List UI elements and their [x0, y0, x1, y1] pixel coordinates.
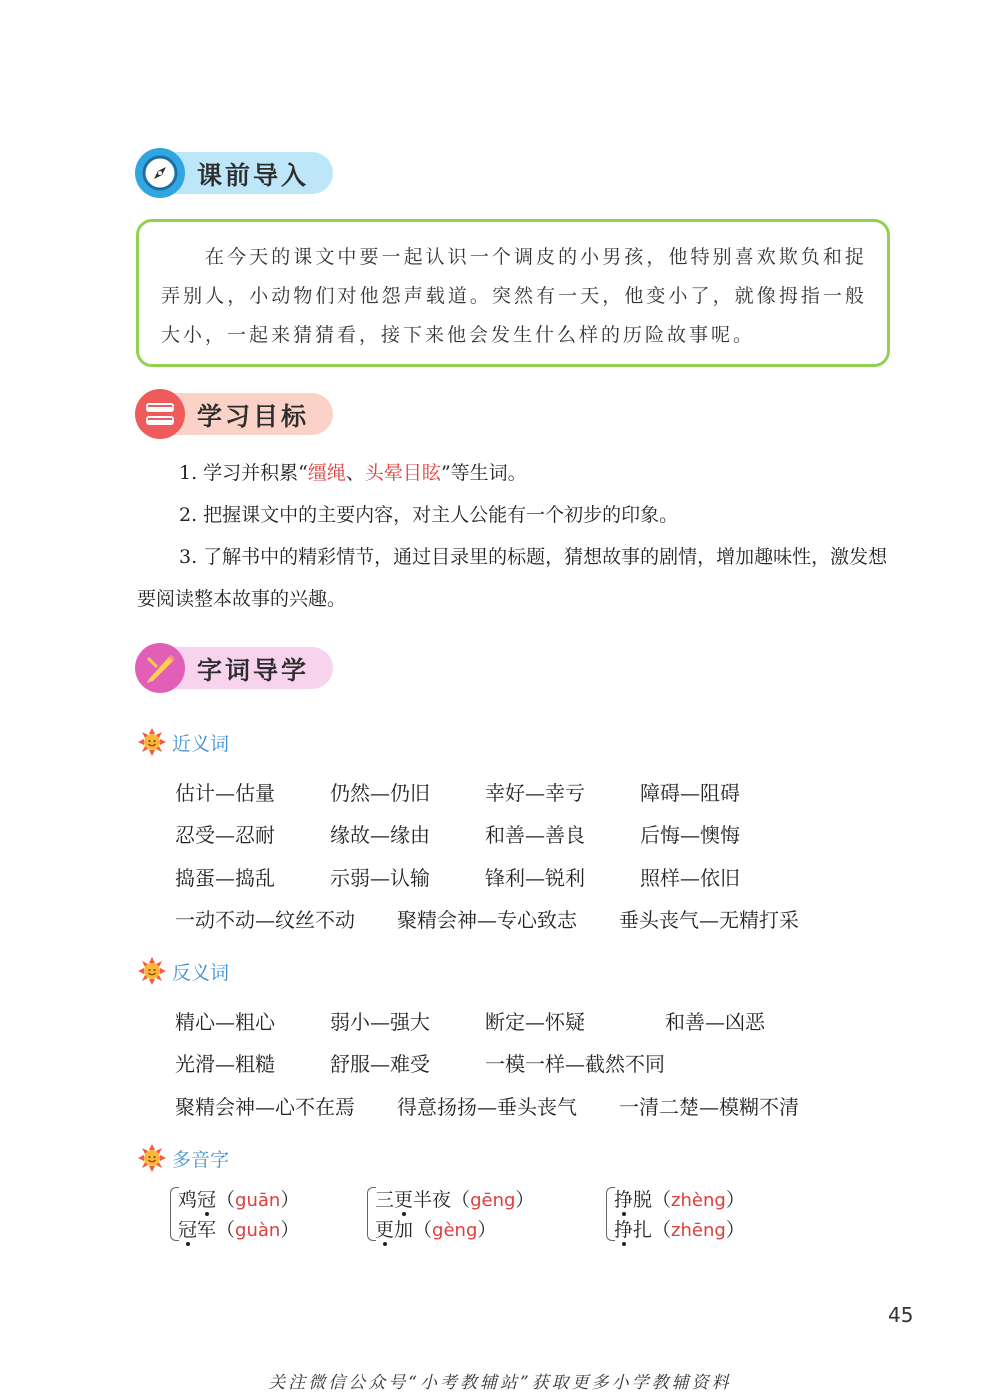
polyphone-line: 挣扎（zhēng）	[614, 1219, 745, 1241]
footer-note: 关注微信公众号“小考教辅站”获取更多小学教辅资料	[268, 1373, 732, 1393]
polyphone-line: 挣脱（zhèng）	[614, 1189, 745, 1211]
pencil-icon	[135, 643, 185, 693]
section-title: 字词导学	[197, 656, 310, 685]
word-pair: 断定—怀疑	[485, 1010, 585, 1034]
subheading-label: 反义词	[172, 962, 230, 984]
word-pair: 缘故—缘由	[330, 823, 430, 847]
goal-item-2: 2. 把握课文中的主要内容，对主人公能有一个初步的印象。	[179, 504, 679, 526]
page-number: 45	[888, 1303, 914, 1327]
subheading-label: 近义词	[172, 733, 230, 755]
goals-list	[137, 452, 892, 620]
word-pair: 聚精会神—心不在焉	[175, 1095, 355, 1119]
sun-icon	[138, 728, 166, 756]
word-pair: 和善—凶恶	[665, 1010, 765, 1034]
word-pair: 垂头丧气—无精打采	[619, 908, 799, 932]
word-pair: 聚精会神—专心致志	[397, 908, 577, 932]
word-pair: 后悔—懊悔	[640, 823, 740, 847]
books-icon	[135, 389, 185, 439]
pinyin: guàn	[235, 1220, 281, 1241]
pinyin: gēng	[470, 1190, 516, 1211]
polyphone-line: 冠军（guàn）	[178, 1219, 300, 1241]
subheading-label: 多音字	[172, 1149, 230, 1171]
word-pair: 障碍—阻碍	[640, 781, 740, 805]
section-title: 学习目标	[197, 402, 310, 431]
word-pair: 照样—依旧	[640, 866, 740, 890]
word-pair: 一清二楚—模糊不清	[619, 1095, 799, 1119]
pinyin: zhēng	[671, 1220, 726, 1241]
word-pair: 捣蛋—捣乱	[175, 866, 275, 890]
polyphone-line: 鸡冠（guān）	[178, 1189, 300, 1211]
word-pair: 精心—粗心	[175, 1010, 275, 1034]
word-pair: 估计—估量	[175, 781, 275, 805]
word-pair: 舒服—难受	[330, 1052, 430, 1076]
pinyin: zhèng	[671, 1190, 726, 1211]
section-header-words	[135, 643, 333, 693]
word-pair: 幸好—幸亏	[485, 781, 585, 805]
section-title: 课前导入	[197, 161, 310, 190]
polyphone-line: 更加（gèng）	[375, 1219, 497, 1241]
sun-icon	[138, 1144, 166, 1172]
pinyin: guān	[235, 1190, 281, 1211]
section-header-preview	[135, 148, 333, 198]
section-header-goals	[135, 389, 333, 439]
highlight-word: 缰绳	[307, 462, 346, 484]
word-pair: 一模一样—截然不同	[485, 1052, 665, 1076]
word-pair: 一动不动—纹丝不动	[175, 908, 355, 932]
word-pair: 忍受—忍耐	[175, 823, 275, 847]
polyphone-line: 三更半夜（gēng）	[375, 1189, 535, 1211]
goal-item-3: 3. 了解书中的精彩情节，通过目录里的标题，猜想故事的剧情，增加趣味性，激发想要阅读整本故事的兴趣。	[137, 546, 888, 610]
sun-icon	[138, 957, 166, 985]
pinyin: gèng	[432, 1220, 478, 1241]
word-pair: 锋利—锐利	[485, 866, 585, 890]
intro-box	[136, 219, 890, 367]
word-pair: 示弱—认输	[330, 866, 430, 890]
word-pair: 弱小—强大	[330, 1010, 430, 1034]
word-pair: 光滑—粗糙	[175, 1052, 275, 1076]
word-pair: 得意扬扬—垂头丧气	[397, 1095, 577, 1119]
word-pair: 和善—善良	[485, 823, 585, 847]
highlight-word: 头晕目眩	[364, 462, 441, 484]
intro-text: 在今天的课文中要一起认识一个调皮的小男孩，他特别喜欢欺负和捉弄别人，小动物们对他怨声载道。突然有一天，他变小了，就像拇指一般大小，一起来猜猜看，接下来他会发生什么样的历险故事呢。	[161, 246, 867, 346]
compass-icon	[135, 148, 185, 198]
goal-item-1: 1. 学习并积累“缰绳、头晕目眩”等生词。	[179, 462, 527, 484]
word-pair: 仍然—仍旧	[330, 781, 430, 805]
